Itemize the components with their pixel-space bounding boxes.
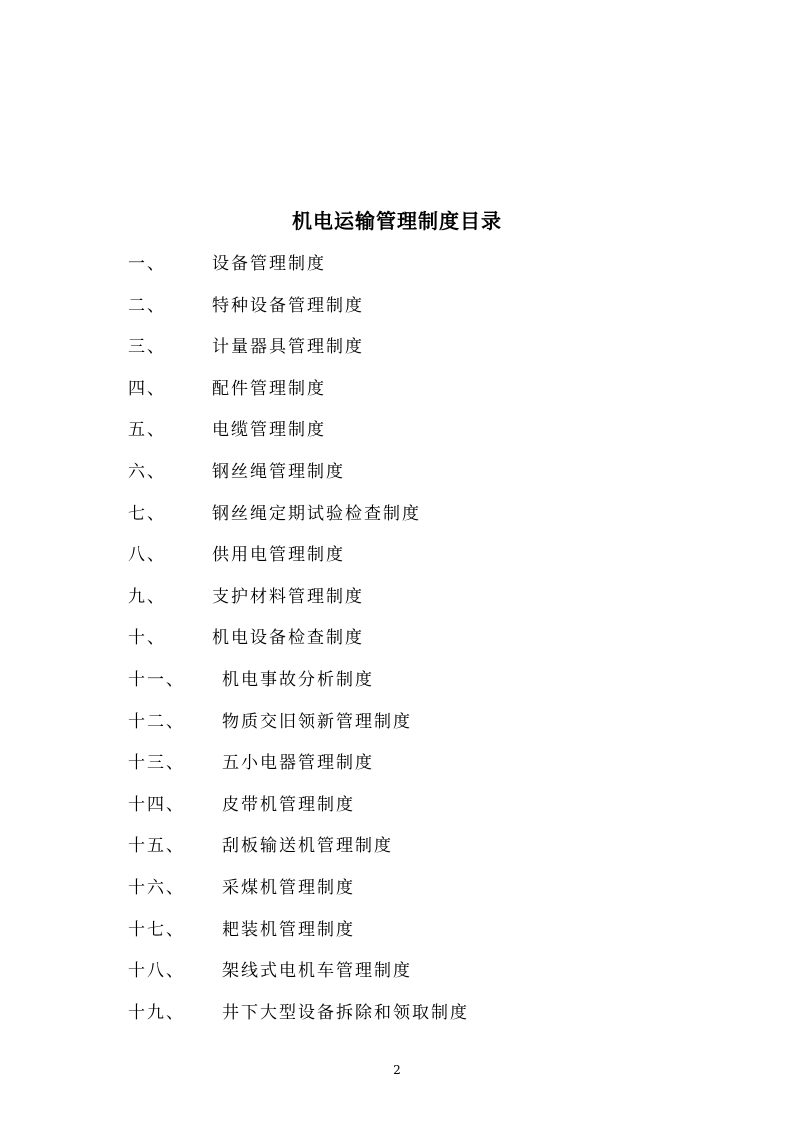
toc-entry [128,749,688,791]
toc-entry-number: 五、 [128,420,166,441]
toc-entry-number: 二、 [128,295,166,316]
toc-entry-title: 采煤机管理制度 [222,877,355,898]
toc-entry-number: 十、 [128,628,166,649]
toc-entry [128,416,688,458]
toc-entry-number: 十八、 [128,961,185,982]
table-of-contents [128,250,688,1040]
toc-entry-title: 特种设备管理制度 [212,295,364,316]
toc-entry-title: 耙装机管理制度 [222,919,355,940]
toc-entry-number: 八、 [128,545,166,566]
toc-entry-number: 四、 [128,378,166,399]
toc-entry-title: 物质交旧领新管理制度 [222,711,412,732]
toc-entry-number: 十四、 [128,794,185,815]
toc-entry-title: 钢丝绳定期试验检查制度 [212,503,421,524]
toc-entry-title: 配件管理制度 [212,378,326,399]
toc-entry-title: 钢丝绳管理制度 [212,461,345,482]
toc-entry-title: 机电设备检查制度 [212,628,364,649]
toc-entry-number: 七、 [128,503,166,524]
toc-entry [128,832,688,874]
toc-entry-title: 五小电器管理制度 [222,753,374,774]
toc-entry-number: 十七、 [128,919,185,940]
toc-entry [128,500,688,542]
toc-entry-number: 十一、 [128,669,185,690]
toc-entry-number: 十九、 [128,1002,185,1023]
toc-entry-number: 一、 [128,254,166,274]
toc-entry [128,375,688,417]
toc-entry-title: 架线式电机车管理制度 [222,961,412,982]
toc-entry-number: 十六、 [128,877,185,898]
toc-entry-title: 皮带机管理制度 [222,794,355,815]
toc-entry [128,250,688,292]
toc-entry-number: 九、 [128,586,166,607]
toc-entry-number: 三、 [128,337,166,358]
toc-entry [128,458,688,500]
toc-entry [128,999,688,1041]
toc-entry-title: 井下大型设备拆除和领取制度 [222,1002,469,1023]
toc-entry-title: 电缆管理制度 [212,420,326,441]
toc-entry [128,708,688,750]
toc-entry-number: 十二、 [128,711,185,732]
toc-entry [128,333,688,375]
toc-entry-title: 计量器具管理制度 [212,337,364,358]
toc-entry [128,666,688,708]
toc-entry [128,957,688,999]
toc-entry [128,874,688,916]
page-number: 2 [393,1063,401,1077]
document-title: 机电运输管理制度目录 [292,209,502,233]
toc-entry-title: 设备管理制度 [212,254,326,274]
toc-entry [128,791,688,833]
toc-entry [128,541,688,583]
toc-entry [128,583,688,625]
toc-entry-number: 十五、 [128,836,185,857]
toc-entry-title: 刮板输送机管理制度 [222,836,393,857]
toc-entry [128,292,688,334]
toc-entry-title: 支护材料管理制度 [212,586,364,607]
toc-entry [128,624,688,666]
toc-entry-title: 供用电管理制度 [212,545,345,566]
toc-entry-title: 机电事故分析制度 [222,669,374,690]
toc-entry-number: 六、 [128,461,166,482]
toc-entry [128,916,688,958]
toc-entry-number: 十三、 [128,753,185,774]
